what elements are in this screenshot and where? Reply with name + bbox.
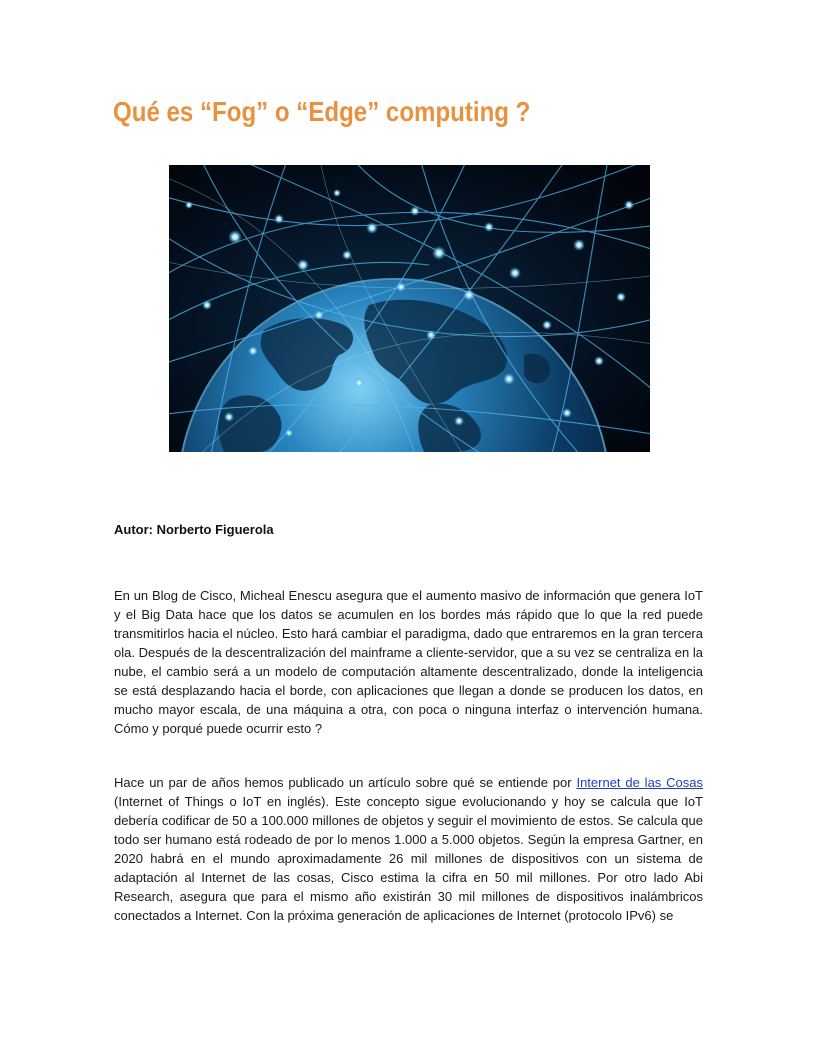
paragraph-iot [114, 773, 703, 925]
internet-of-things-link[interactable]: Internet de las Cosas [576, 775, 703, 790]
paragraph-iot-text-start: Hace un par de años hemos publicado un artículo sobre qué se entiende por [114, 775, 577, 790]
page-title: Qué es “Fog” o “Edge” computing ? [113, 96, 531, 127]
paragraph-iot-text-end: (Internet of Things o IoT en inglés). Este concepto sigue evolucionando y hoy se calcula que IoT debería codificar de 50 a 100.000 millones de objetos y seguir el movimiento de estos. Se calcula que todo ser humano está rodeado de por lo menos 1.000 a 5.000 objetos. Según la empresa Gartner, en 2020 habrá en el mundo aproximadamente 26 mil millones de dispositivos con un sistema de adaptación al Internet de las cosas, Cisco estima la cifra en 50 mil millones. Por otro lado Abi Research, asegura que para el mismo año existirán 30 mil millones de dispositivos inalámbricos conectados a Internet. Con la próxima generación de aplicaciones de Internet (protocolo IPv6) se [114, 794, 703, 923]
author-line: Autor: Norberto Figuerola [114, 522, 274, 537]
paragraph-intro: En un Blog de Cisco, Micheal Enescu asegura que el aumento masivo de información que genera IoT y el Big Data hace que los datos se acumulen en los bordes más rápido que lo que la red puede transmitirlos hacia el núcleo. Esto hará cambiar el paradigma, dado que entraremos en la gran tercera ola. Después de la descentralización del mainframe a cliente-servidor, que a su vez se centraliza en la nube, el cambio será a un modelo de computación altamente descentralizado, donde la inteligencia se está desplazando hacia el borde, con aplicaciones que llegan a donde se producen los datos, en mucho mayor escala, de una máquina a otra, con poca o ninguna interfaz o intervención humana. Cómo y porqué puede ocurrir esto ? [114, 588, 703, 736]
globe-network-image [169, 165, 650, 452]
